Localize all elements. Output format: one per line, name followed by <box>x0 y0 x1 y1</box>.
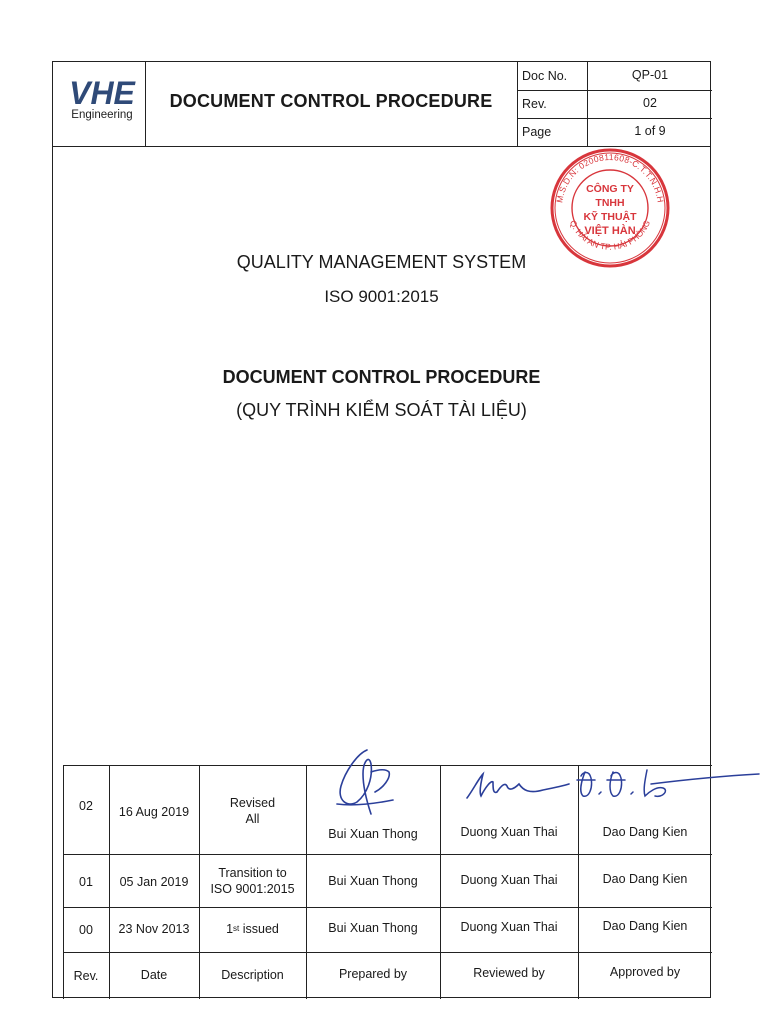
rev-cell: 02 <box>79 798 93 813</box>
seal-line-2: TNHH <box>595 197 625 209</box>
description-text: issued <box>239 921 279 936</box>
page-value: 1 of 9 <box>634 123 666 138</box>
table-row-divider <box>63 907 712 908</box>
seal-line-1: CÔNG TY <box>586 183 634 195</box>
logo-subtitle: Engineering <box>71 109 133 121</box>
reviewed-cell: Duong Xuan Thai <box>460 824 558 839</box>
doc-no-value: QP-01 <box>631 67 669 82</box>
header-title: DOCUMENT CONTROL PROCEDURE <box>169 91 493 111</box>
rev-cell: 00 <box>79 922 93 937</box>
svg-text:M.S.D.N: 0200811608-C.T.T.N.H. <box>554 152 666 204</box>
header-prepared: Prepared by <box>338 966 408 981</box>
signature-approved <box>573 762 760 810</box>
page-label: Page <box>522 124 552 139</box>
system-title: QUALITY MANAGEMENT SYSTEM <box>236 252 527 272</box>
approved-cell: Dao Dang Kien <box>602 871 688 886</box>
seal-line-4: VIỆT HÀN <box>584 225 636 237</box>
reviewed-cell: Duong Xuan Thai <box>460 919 558 934</box>
date-cell: 16 Aug 2019 <box>118 804 190 819</box>
company-logo <box>59 75 145 121</box>
prepared-cell: Bui Xuan Thong <box>328 826 418 841</box>
standard-title: ISO 9001:2015 <box>324 287 439 306</box>
header-date: Date <box>140 967 168 982</box>
document-title-vietnamese: (QUY TRÌNH KIỂM SOÁT TÀI LIỆU) <box>236 400 527 420</box>
document-title: DOCUMENT CONTROL PROCEDURE <box>222 367 541 387</box>
description-cell: Revised <box>229 795 276 810</box>
table-row-divider <box>63 952 712 953</box>
prepared-cell: Bui Xuan Thong <box>328 920 418 935</box>
description-number: 1 <box>226 921 234 936</box>
signature-prepared <box>327 742 407 822</box>
date-cell: 23 Nov 2013 <box>118 921 190 936</box>
header-rev: Rev. <box>73 968 99 983</box>
rev-value: 02 <box>643 95 657 110</box>
logo-text: VHE <box>69 75 135 111</box>
approved-cell: Dao Dang Kien <box>602 824 688 839</box>
header-reviewed: Reviewed by <box>473 965 545 980</box>
description-cell: Transition to <box>218 865 287 880</box>
date-cell: 05 Jan 2019 <box>119 874 189 889</box>
header-description: Description <box>221 967 284 982</box>
prepared-cell: Bui Xuan Thong <box>328 873 418 888</box>
seal-line-3: KỸ THUẬT <box>583 211 637 223</box>
doc-no-label: Doc No. <box>522 68 568 83</box>
description-cell: All <box>245 811 260 826</box>
header-approved: Approved by <box>609 964 681 979</box>
seal-ring-text: M.S.D.N: 0200811608-C.T.T.N.H.H <box>554 151 666 204</box>
rev-cell: 01 <box>79 874 93 889</box>
reviewed-cell: Duong Xuan Thai <box>460 872 558 887</box>
company-seal <box>548 146 672 270</box>
description-cell: 1 st issued <box>226 921 279 936</box>
seal-bottom-text: Q. HẢI AN TP. HẢI PHÒNG <box>567 218 653 252</box>
signature-reviewed <box>463 768 573 808</box>
table-row-divider <box>63 854 712 855</box>
rev-label: Rev. <box>522 96 547 111</box>
header-divider <box>145 62 146 146</box>
description-cell: ISO 9001:2015 <box>210 881 295 896</box>
approved-cell: Dao Dang Kien <box>602 918 688 933</box>
